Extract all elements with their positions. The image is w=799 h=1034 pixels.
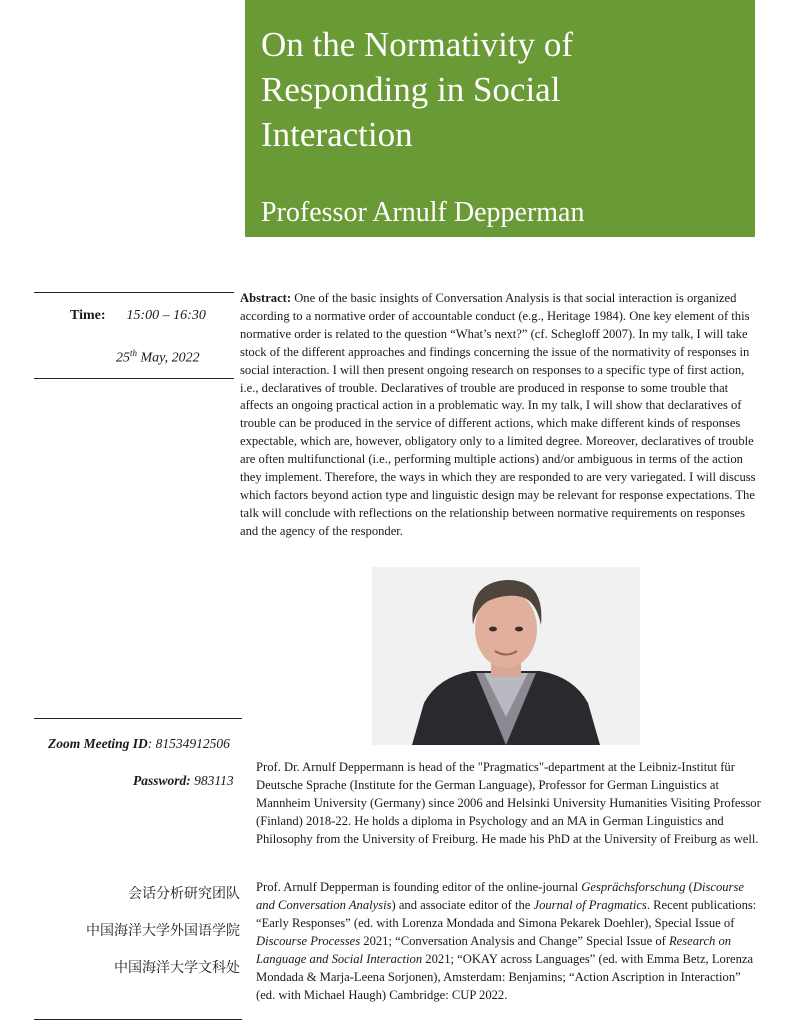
- time-value: 15:00 – 16:30: [126, 308, 206, 323]
- date-row: [116, 344, 200, 368]
- divider: [34, 1019, 242, 1020]
- bio-text: 2021; “Conversation Analysis and Change” Special Issue of: [360, 934, 669, 948]
- talk-title-line: Responding in Social: [261, 70, 561, 109]
- divider: [34, 718, 242, 719]
- journal-subtitle: Discourse and Conversation Analysis: [256, 880, 744, 912]
- password-row: [133, 772, 234, 790]
- speaker-portrait-image: [372, 567, 640, 745]
- title-banner: [245, 0, 755, 237]
- journal-title: Journal of Pragmatics: [533, 898, 647, 912]
- zoom-row: [48, 735, 230, 753]
- divider: [34, 292, 234, 293]
- bio-paragraph-2: [256, 878, 761, 1004]
- time-label: Time:: [70, 308, 106, 323]
- talk-title-line: On the Normativity of: [261, 25, 574, 64]
- abstract-text: One of the basic insights of Conversation Analysis is that social interaction is organized according to a normative order of accountable conduct (e.g., Heritage 1984). One key element of this normative order is related to the question “What’s next?” (cf. Schegloff 2007). In my talk, I will take stock of the different approaches and findings concerning the issue of the normativity of responses in social interaction. I will then present ongoing research on responses to a specific type of first action, i.e., declaratives of trouble. Declaratives of trouble are produced in response to some trouble that affects an ongoing practical action in a problematic way. In my talk, I will show that declaratives of trouble can be produced in the service of different actions, which make different kinds of responses expectable, which are, however, obligatory only to a limited degree. Moreover, declaratives of trouble are often multifunctional (i.e., performing multiple actions) and/or ambiguous in terms of the action they implement. Therefore, the ways in which they are responded to are very variegated. I will discuss which factors beyond action type and linguistic design may be relevant for response expectations. The talk will conclude with reflections on the relationship between normative requirements on responses and the agency of the responder.: [240, 291, 756, 538]
- password-value: 983113: [190, 773, 234, 788]
- abstract-label: Abstract:: [240, 291, 292, 305]
- divider: [34, 378, 234, 379]
- bio-text: Prof. Arnulf Depperman is founding editor of the online-journal: [256, 880, 582, 894]
- journal-title: Research on Language and Social Interaction: [256, 934, 732, 966]
- zoom-label: Zoom Meeting ID: [48, 736, 148, 751]
- journal-title: Discourse Processes: [256, 934, 361, 948]
- journal-title: Gesprächsforschung: [581, 880, 686, 894]
- organizer-name: 中国海洋大学外国语学院: [86, 923, 240, 939]
- bio-text: ) and associate editor of the: [391, 898, 534, 912]
- time-row: [70, 307, 206, 325]
- speaker-photo: [372, 567, 640, 745]
- speaker-name: Professor Arnulf Depperman: [261, 197, 585, 228]
- organizer-name: 会话分析研究团队: [128, 886, 240, 902]
- date-day: 25: [116, 350, 130, 366]
- talk-title-line: Interaction: [261, 115, 413, 154]
- password-label: Password:: [133, 773, 191, 788]
- bio-text: (: [685, 880, 693, 894]
- zoom-id: 81534912506: [155, 736, 230, 751]
- bio-text: 2021; “OKAY across Languages” (ed. with Emma Betz, Lorenza Mondada & Marja-Leena Sorjonen), Amsterdam: Benjamins; “Action Ascription in Interaction” (ed. with Michael Haugh) Cambridge: CUP 2022.: [256, 952, 754, 1002]
- organizer-name: 中国海洋大学文科处: [114, 960, 240, 976]
- date-suffix: th: [130, 348, 138, 358]
- talk-title: [261, 22, 741, 157]
- bio-text: . Recent publications: “Early Responses” (ed. with Lorenza Mondada and Simona Pekarek Doehler), Special Issue of: [256, 898, 757, 930]
- date-rest: May, 2022: [137, 350, 200, 366]
- bio-paragraph-1: Prof. Dr. Arnulf Deppermann is head of the "Pragmatics"-department at the Leibniz-Institut für Deutsche Sprache (Institute for the German Language), Professor for German Linguistics at Mannheim University (Germany) since 2006 and Helsinki University Humanities Visiting Professor (Finland) 2018-22. He holds a diploma in Psychology and an MA in German Linguistics and Philosophy from the University of Freiburg. He made his PhD at the University of Freiburg as well.: [256, 760, 761, 846]
- abstract: [240, 290, 756, 541]
- zoom-colon: :: [147, 736, 156, 751]
